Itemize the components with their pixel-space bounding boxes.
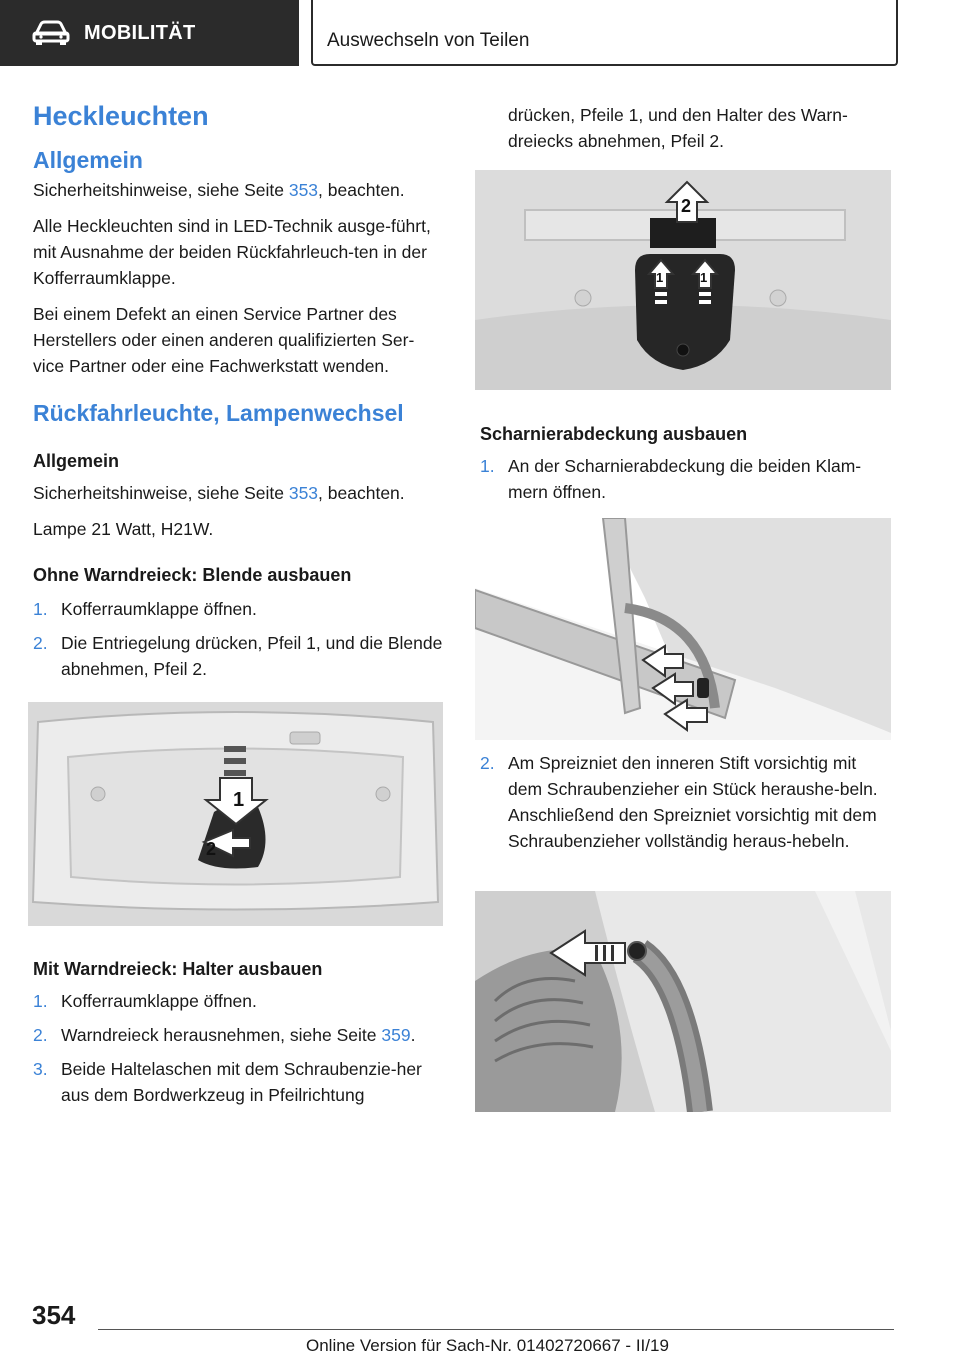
heading-allgemein: Allgemein (33, 147, 143, 173)
right-column-mid (480, 421, 895, 513)
page-link-353[interactable]: 353 (288, 180, 319, 200)
heading-scharnierabdeckung: Scharnierabdeckung ausbauen (480, 424, 748, 444)
figure-boot-lid-cover (28, 702, 443, 926)
heading-ohne-warndreieck: Ohne Warndreieck: Blende ausbauen (33, 565, 352, 585)
arrow-label-1b: 1 (700, 270, 708, 285)
safety-note-2: Sicherheitshinweise, siehe Seite 353, beachten. (33, 483, 405, 503)
left-column (33, 100, 445, 690)
page-number: 354 (32, 1300, 76, 1330)
steps-hinge-1 (480, 453, 895, 505)
chapter-title: Auswechseln von Teilen (327, 30, 530, 51)
section-tab (0, 0, 299, 66)
car-icon (32, 20, 70, 46)
list-item: 2. Warndreieck herausnehmen, siehe Seite 359. (33, 1025, 416, 1045)
arrow-label-2: 2 (681, 196, 692, 216)
page-link-353-b[interactable]: 353 (288, 483, 319, 503)
footer-divider (98, 1329, 894, 1330)
steps-without (33, 596, 445, 682)
figure-hinge-clips (475, 518, 891, 740)
arrow-label-1a: 1 (656, 270, 664, 285)
chapter-header (311, 0, 898, 66)
step-continuation: drücken, Pfeile 1, und den Halter des Warn-dreiecks abnehmen, Pfeil 2. (508, 105, 848, 151)
arrow-label-2: 2 (206, 839, 217, 859)
heading-rueckfahrleuchte: Rückfahrleuchte, Lampenwechsel (33, 400, 404, 426)
heading-allgemein-2: Allgemein (33, 451, 120, 471)
section-title: MOBILITÄT (84, 21, 196, 44)
list-item: 1. Kofferraumklappe öffnen. (33, 599, 257, 619)
paragraph-led: Alle Heckleuchten sind in LED-Technik ausge-führt, mit Ausnahme der beiden Rückfahrleuch-ten in der Kofferraumklappe. (33, 216, 431, 288)
right-column-top (480, 102, 895, 164)
figure-expansion-rivet (475, 891, 891, 1112)
arrow-label-1: 1 (233, 789, 245, 811)
list-item: 1. Kofferraumklappe öffnen. (33, 991, 257, 1011)
page-link-359[interactable]: 359 (381, 1025, 411, 1045)
steps-with (33, 988, 445, 1108)
safety-note-1: Sicherheitshinweise, siehe Seite 353, beachten. (33, 180, 405, 200)
paragraph-defect: Bei einem Defekt an einen Service Partner des Herstellers oder einen anderen qualifizierten Ser-vice Partner oder eine Fachwerkstatt wenden. (33, 304, 415, 376)
list-item: 2. Am Spreizniet den inneren Stift vorsichtig mit dem Schraubenzieher ein Stück heraushe-beln. Anschließend den Spreizniet vorsichtig mit dem Schraubenzieher vollständig heraus-hebeln. (480, 753, 878, 851)
list-item: 3. Beide Haltelaschen mit dem Schraubenzie-her aus dem Bordwerkzeug in Pfeilrichtung (33, 1059, 422, 1105)
left-column-lower (33, 956, 445, 1116)
figure-triangle-holder (475, 170, 891, 390)
steps-hinge-2 (480, 750, 895, 854)
heading-mit-warndreieck: Mit Warndreieck: Halter ausbauen (33, 959, 323, 979)
footer-text: Online Version für Sach-Nr. 01402720667 - II/19 (306, 1336, 669, 1355)
list-item: 2. Die Entriegelung drücken, Pfeil 1, und die Blende abnehmen, Pfeil 2. (33, 633, 443, 679)
right-column-lower (480, 750, 895, 862)
heading-heckleuchten: Heckleuchten (33, 101, 209, 131)
lamp-info: Lampe 21 Watt, H21W. (33, 519, 214, 539)
list-item: 1. An der Scharnierabdeckung die beiden Klam-mern öffnen. (480, 456, 862, 502)
